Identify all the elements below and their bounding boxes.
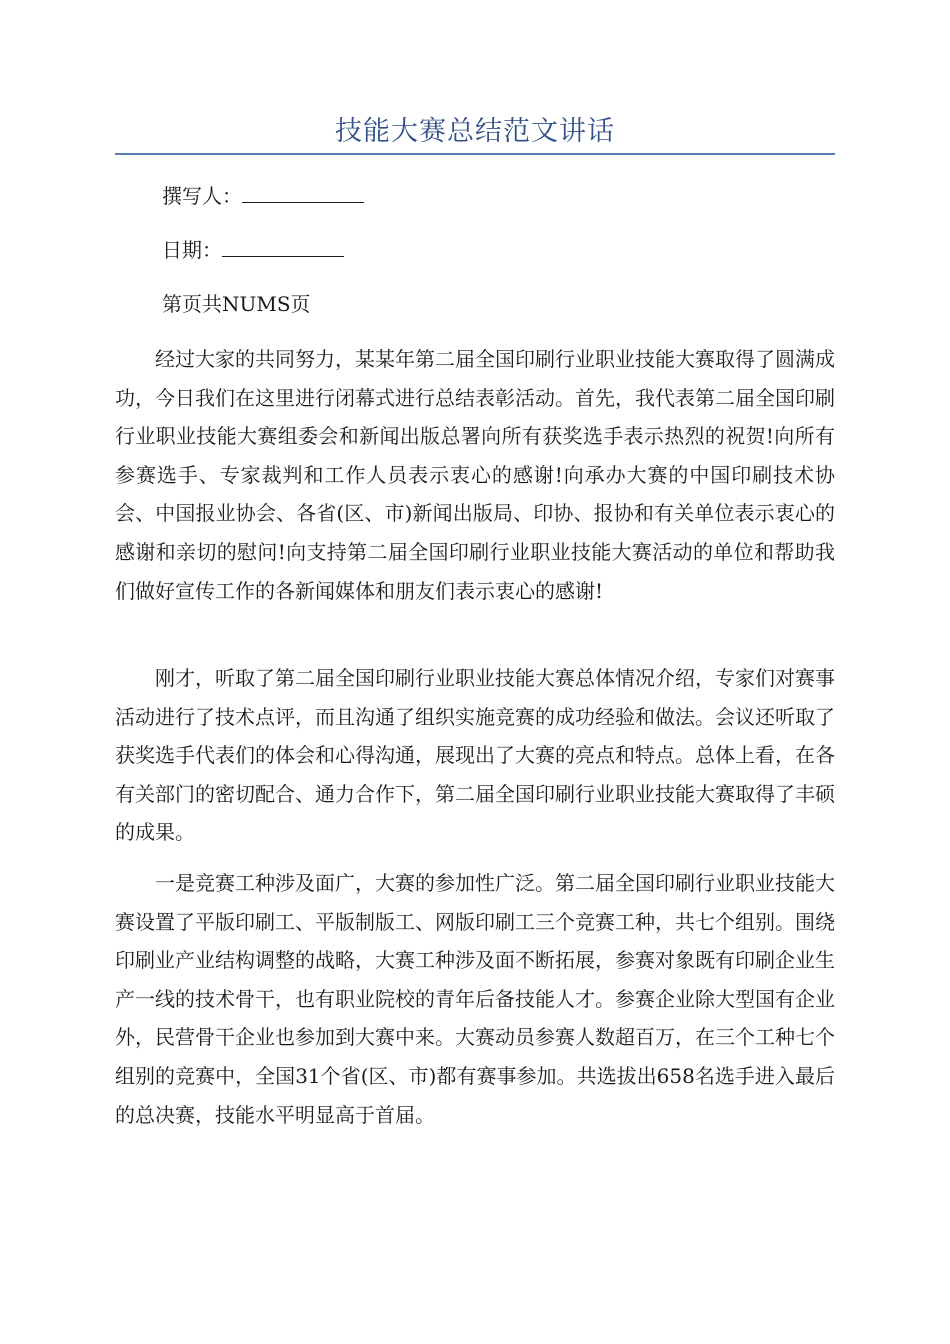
author-blank	[242, 184, 364, 203]
title-underline	[115, 153, 835, 155]
paragraph-3: 一是竞赛工种涉及面广，大赛的参加性广泛。第二届全国印刷行业职业技能大赛设置了平版印刷工、平版制版工、网版印刷工三个竞赛工种，共七个组别。围绕印刷业产业结构调整的战略，大赛工种涉及面不断拓展，参赛对象既有印刷企业生产一线的技术骨干，也有职业院校的青年后备技能人才。参赛企业除大型国有企业外，民营骨干企业也参加到大赛中来。大赛动员参赛人数超百万，在三个工种七个组别的竞赛中，全国31个省(区、市)都有赛事参加。共选拔出658名选手进入最后的总决赛，技能水平明显高于首届。	[115, 871, 835, 1127]
author-line	[162, 182, 364, 210]
paragraph-1: 经过大家的共同努力，某某年第二届全国印刷行业职业技能大赛取得了圆满成功，今日我们在这里进行闭幕式进行总结表彰活动。首先，我代表第二届全国印刷行业职业技能大赛组委会和新闻出版总署向所有获奖选手表示热烈的祝贺!向所有参赛选手、专家裁判和工作人员表示衷心的感谢!向承办大赛的中国印刷技术协会、中国报业协会、各省(区、市)新闻出版局、印协、报协和有关单位表示衷心的感谢和亲切的慰问!向支持第二届全国印刷行业职业技能大赛活动的单位和帮助我们做好宣传工作的各新闻媒体和朋友们表示衷心的感谢!	[115, 347, 835, 603]
date-blank	[222, 238, 344, 257]
document-title: 技能大赛总结范文讲话	[335, 116, 615, 147]
author-label: 撰写人：	[162, 184, 242, 208]
date-label: 日期：	[162, 238, 222, 262]
page-info: 第页共NUMS页	[162, 292, 311, 316]
paragraph-2: 刚才，听取了第二届全国印刷行业职业技能大赛总体情况介绍，专家们对赛事活动进行了技术点评，而且沟通了组织实施竞赛的成功经验和做法。会议还听取了获奖选手代表们的体会和心得沟通，展现出了大赛的亮点和特点。总体上看，在各有关部门的密切配合、通力合作下，第二届全国印刷行业职业技能大赛取得了丰硕的成果。	[115, 666, 835, 845]
date-line	[162, 236, 344, 264]
